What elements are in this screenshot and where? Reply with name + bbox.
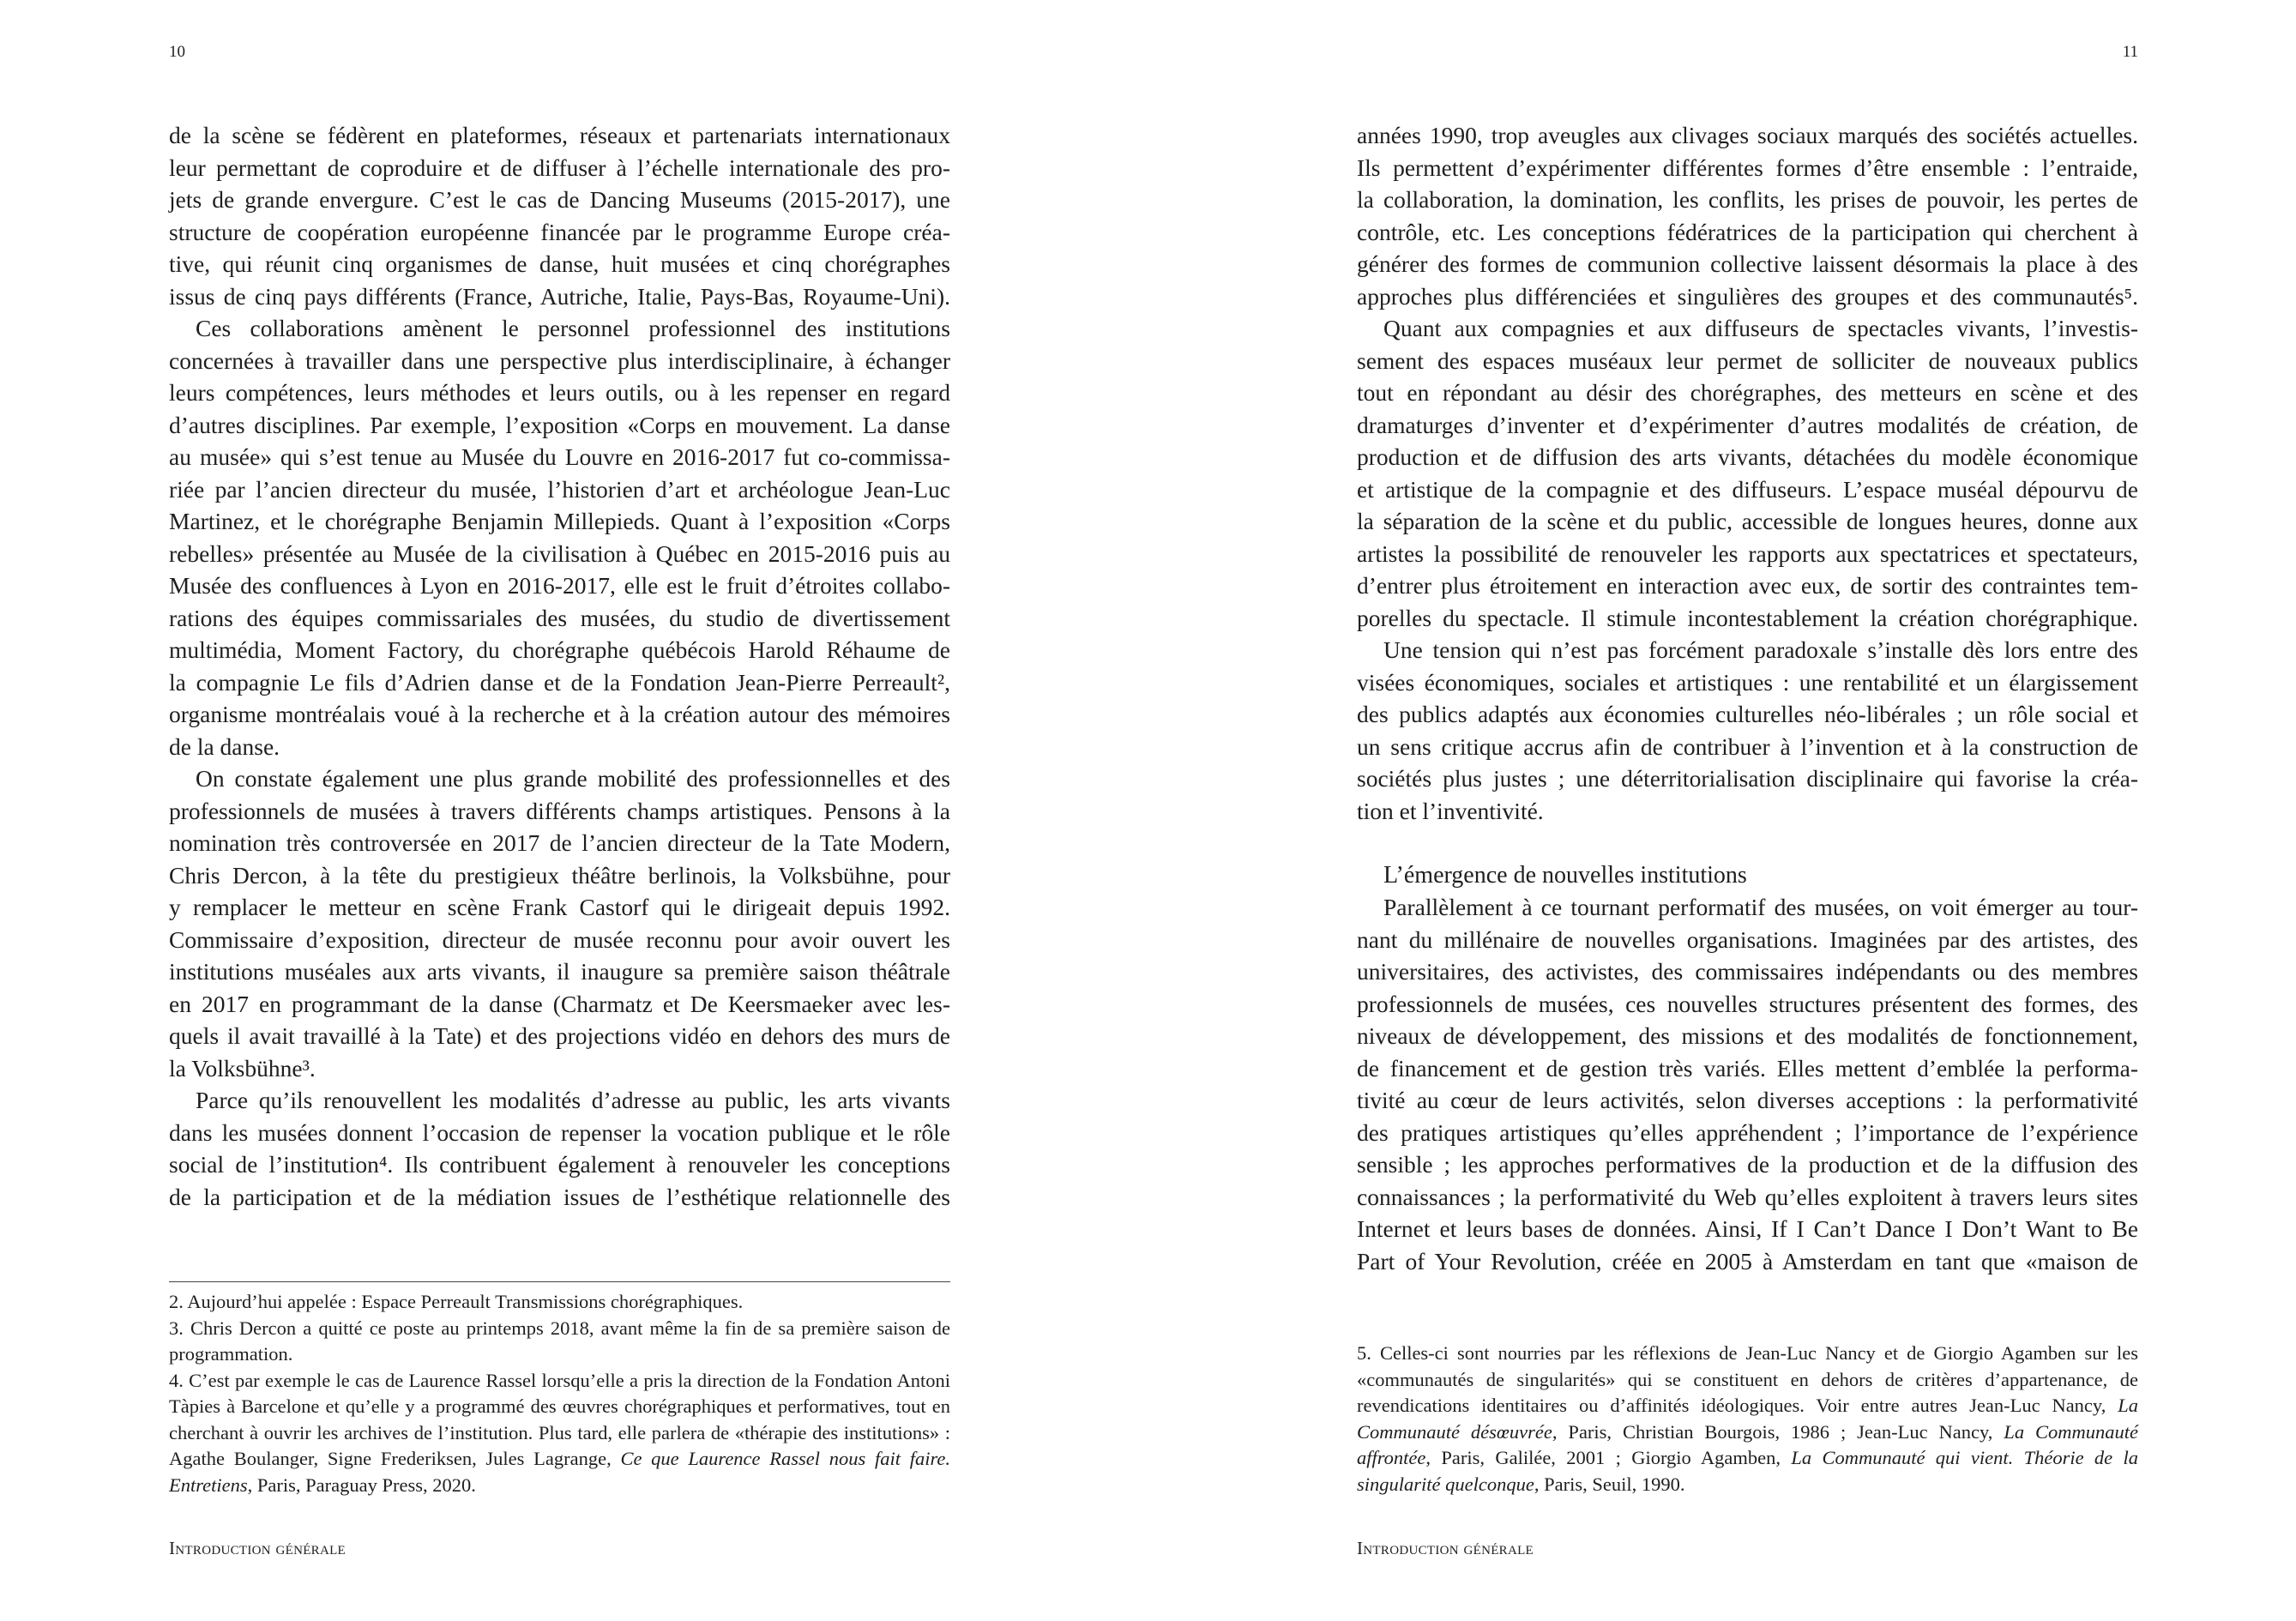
text-line: nomination très controversée en 2017 de l’ancien directeur de la Tate Modern, xyxy=(169,829,950,856)
footnote-title: La Communauté qui vient. Théorie de la singularité quelconque xyxy=(1357,1447,2138,1495)
text-line: Commissaire d’exposition, directeur de musée reconnu pour avoir ouvert les xyxy=(169,925,950,953)
running-footer: Introduction générale xyxy=(1357,1538,1534,1558)
text-line: Quant aux compagnies et aux diffuseurs de spectacles vivants, l’investis- xyxy=(1383,315,2138,341)
text-line: des pratiques artistiques qu’elles appréhendent ; l’importance de l’expérience xyxy=(1357,1118,2138,1146)
text-line: générer des formes de communion collective laissent désormais la place à des xyxy=(1357,250,2138,277)
text-line: Parce qu’ils renouvellent les modalités d’adresse au public, les arts vivants xyxy=(196,1087,950,1113)
footnote-text: 4. C’est par exemple le cas de Laurence Rassel lorsqu’elle a pris la direction de la Fondation Antoni Tàpies à Barcelone et qu’elle y a programmé des œuvres chorégraphiques et performatives, tout en cherchant à ouvrir les archives de l’institution. Plus tard, elle parlera de «thérapie des institutions» : Agathe Boulanger, Signe Frederiksen, Jules Lagrange, xyxy=(169,1369,950,1469)
body-text xyxy=(169,119,950,1213)
text-line: structure de coopération européenne financée par le programme Europe créa- xyxy=(169,218,950,245)
text-line: visées économiques, sociales et artistiques : une rentabilité et un élargissement xyxy=(1357,668,2138,696)
text-line: et artistique de la compagnie et des diffuseurs. L’espace muséal dépourvu de xyxy=(1357,475,2138,503)
text-line: Une tension qui n’est pas forcément paradoxale s’installe dès lors entre des xyxy=(1383,636,2138,663)
footnote xyxy=(169,1289,950,1316)
text-line: quels il avait travaillé à la Tate) et des projections vidéo en dehors des murs de xyxy=(169,1022,950,1049)
text-line: nant du millénaire de nouvelles organisations. Imaginées par des artistes, des xyxy=(1357,925,2138,953)
text-line: institutions muséales aux arts vivants, il inaugure sa première saison théâtrale xyxy=(169,958,950,985)
text-line: niveaux de développement, des missions et des modalités de fonctionnement, xyxy=(1357,1022,2138,1049)
text-line: artistes la possibilité de renouveler les rapports aux spectatrices et spectateurs, xyxy=(1357,539,2138,567)
footnote-title: La Communauté affrontée xyxy=(1357,1420,2139,1468)
text-line: concernées à travailler dans une perspective plus interdisciplinaire, à échanger xyxy=(169,346,950,374)
text-line: Part of Your Revolution, créée en 2005 à Amsterdam en tant que «maison de xyxy=(1357,1247,2138,1275)
text-line: la Volksbühne³. xyxy=(169,1054,316,1082)
text-line: universitaires, des activistes, des commissaires indépendants ou des membres xyxy=(1357,958,2138,985)
footnotes xyxy=(169,1289,950,1498)
text-line: la séparation de la scène et du public, accessible de longues heures, donne aux xyxy=(1357,508,2138,534)
text-line: sensible ; les approches performatives de la production et de la diffusion des xyxy=(1357,1151,2138,1178)
text-line: Ils permettent d’expérimenter différentes formes d’être ensemble : l’entraide, xyxy=(1357,154,2138,181)
text-line: d’entrer plus étroitement en interaction avec eux, de sortir des contraintes tem- xyxy=(1357,572,2138,599)
text-line: dramaturges d’inventer et d’expérimenter d’autres modalités de création, de xyxy=(1357,411,2138,438)
section-heading: L’émergence de nouvelles institutions xyxy=(1383,861,1747,889)
text-line: rations des équipes commissariales des musées, du studio de divertissement xyxy=(169,604,950,631)
running-footer: Introduction générale xyxy=(169,1538,347,1558)
footnote xyxy=(169,1368,950,1499)
body-text xyxy=(1357,119,2138,1277)
text-line: connaissances ; la performativité du Web qu’elles exploitent à travers leurs sites xyxy=(1357,1183,2138,1210)
text-line: la compagnie Le fils d’Adrien danse et de la Fondation Jean-Pierre Perreault², xyxy=(169,668,950,696)
text-line: de la danse. xyxy=(169,732,280,760)
text-line: professionnels de musées, ces nouvelles structures présentent des formes, des xyxy=(1357,990,2138,1017)
text-line: tout en répondant au désir des chorégraphes, des metteurs en scène et des xyxy=(1357,379,2138,406)
text-line: au musée» qui s’est tenue au Musée du Louvre en 2016-2017 fut co-commissa- xyxy=(169,443,950,470)
footnote-title: Ce que Laurence Rassel nous fait faire. Entretiens xyxy=(169,1448,950,1496)
text-line: des publics adaptés aux économies culturelles néo-libérales ; un rôle social et xyxy=(1357,701,2138,727)
text-line: production et de diffusion des arts vivants, détachées du modèle économique xyxy=(1357,443,2138,470)
footnote-text: , Paris, Paraguay Press, 2020. xyxy=(247,1473,476,1496)
footnote-text: 2. Aujourd’hui appelée : Espace Perreault Transmissions chorégraphiques. xyxy=(169,1291,744,1312)
text-line: Ces collaborations amènent le personnel professionnel des institutions xyxy=(196,315,950,341)
text-line: sociétés plus justes ; une déterritorialisation disciplinaire qui favorise la créa- xyxy=(1357,765,2138,792)
footnote-text: 3. Chris Dercon a quitté ce poste au printemps 2018, avant même la fin de sa première saison de programmation. xyxy=(169,1317,950,1365)
text-line: Internet et leurs bases de données. Ainsi, If I Can’t Dance I Don’t Want to Be xyxy=(1357,1215,2138,1242)
text-line: un sens critique accrus afin de contribuer à l’invention et à la construction de xyxy=(1357,732,2138,760)
text-line: social de l’institution⁴. Ils contribuent également à renouveler les conceptions xyxy=(169,1151,950,1178)
text-line: en 2017 en programmant de la danse (Charmatz et De Keersmaeker avec les- xyxy=(169,990,950,1017)
text-line: Martinez, et le chorégraphe Benjamin Millepieds. Quant à l’exposition «Corps xyxy=(169,508,950,534)
text-line: professionnels de musées à travers différents champs artistiques. Pensons à la xyxy=(169,797,950,824)
text-line: Musée des confluences à Lyon en 2016-2017, elle est le fruit d’étroites collabo- xyxy=(169,572,950,599)
text-line: approches plus différenciées et singulières des groupes et des communautés⁵. xyxy=(1357,282,2138,310)
text-line: tivité au cœur de leurs activités, selon diverses acceptions : la performativité xyxy=(1357,1087,2138,1113)
text-line: leur permettant de coproduire et de diffuser à l’échelle internationale des pro- xyxy=(169,154,950,181)
right-page xyxy=(1148,0,2295,1621)
text-line: dans les musées donnent l’occasion de repenser la vocation publique et le rôle xyxy=(169,1118,950,1146)
page-number: 11 xyxy=(2122,43,2138,61)
footnote-text: , Paris, Galilée, 2001 ; Giorgio Agamben, xyxy=(1425,1447,1792,1468)
text-line: riée par l’ancien directeur du musée, l’historien d’art et archéologue Jean-Luc xyxy=(169,475,950,503)
footnotes xyxy=(1357,1341,2138,1497)
text-line: leurs compétences, leurs méthodes et leurs outils, ou à les repenser en regard xyxy=(169,379,950,406)
footnote xyxy=(169,1316,950,1368)
footnote-text: , Paris, Seuil, 1990. xyxy=(1534,1473,1685,1495)
text-line: multimédia, Moment Factory, du chorégraphe québécois Harold Réhaume de xyxy=(169,636,950,663)
text-line: de financement et de gestion très variés. Elles mettent d’emblée la performa- xyxy=(1357,1054,2138,1082)
text-line: tive, qui réunit cinq organismes de danse, huit musées et cinq chorégraphes xyxy=(169,250,950,277)
footnote-title: La Communauté désœuvrée xyxy=(1357,1395,2138,1443)
text-line: d’autres disciplines. Par exemple, l’exposition «Corps en mouvement. La danse xyxy=(169,411,950,438)
text-line: On constate également une plus grande mobilité des professionnelles et des xyxy=(196,765,950,792)
text-line: Chris Dercon, à la tête du prestigieux théâtre berlinois, la Volksbühne, pour xyxy=(169,861,950,889)
text-line: y remplacer le metteur en scène Frank Castorf qui le dirigeait depuis 1992. xyxy=(169,894,950,920)
text-line: sement des espaces muséaux leur permet de solliciter de nouveaux publics xyxy=(1357,346,2138,374)
text-line: la collaboration, la domination, les conflits, les prises de pouvoir, les pertes de xyxy=(1357,186,2138,213)
footnote xyxy=(1357,1341,2138,1497)
text-line: rebelles» présentée au Musée de la civilisation à Québec en 2015-2016 puis au xyxy=(169,539,950,567)
text-line: Parallèlement à ce tournant performatif des musées, on voit émerger au tour- xyxy=(1383,894,2138,920)
page-number: 10 xyxy=(169,43,185,61)
text-line: issus de cinq pays différents (France, Autriche, Italie, Pays-Bas, Royaume-Uni). xyxy=(169,282,950,310)
text-line: porelles du spectacle. Il stimule incontestablement la création chorégraphique. xyxy=(1357,604,2138,631)
text-line: jets de grande envergure. C’est le cas de Dancing Museums (2015-2017), une xyxy=(169,186,950,213)
footnote-text: , Paris, Christian Bourgois, 1986 ; Jean-Luc Nancy, xyxy=(1552,1420,2004,1443)
footnote-divider xyxy=(169,1281,950,1282)
text-line: de la participation et de la médiation issues de l’esthétique relationnelle des xyxy=(169,1183,950,1210)
footnote-text: 5. Celles-ci sont nourries par les réflexions de Jean-Luc Nancy et de Giorgio Agamben sur les «communautés de singularités» qui se constituent en dehors de critères d’appartenance, de revendications identitaires ou d’affinités idéologiques. Voir entre autres Jean-Luc Nancy, xyxy=(1357,1342,2138,1416)
text-line: de la scène se fédèrent en plateformes, réseaux et partenariats internationaux xyxy=(169,122,950,148)
text-line: tion et l’inventivité. xyxy=(1357,797,1544,824)
text-line: années 1990, trop aveugles aux clivages sociaux marqués des sociétés actuelles. xyxy=(1357,122,2138,148)
text-line: organisme montréalais voué à la recherche et à la création autour des mémoires xyxy=(169,701,950,727)
text-line: contrôle, etc. Les conceptions fédératrices de la participation qui cherchent à xyxy=(1357,218,2138,245)
